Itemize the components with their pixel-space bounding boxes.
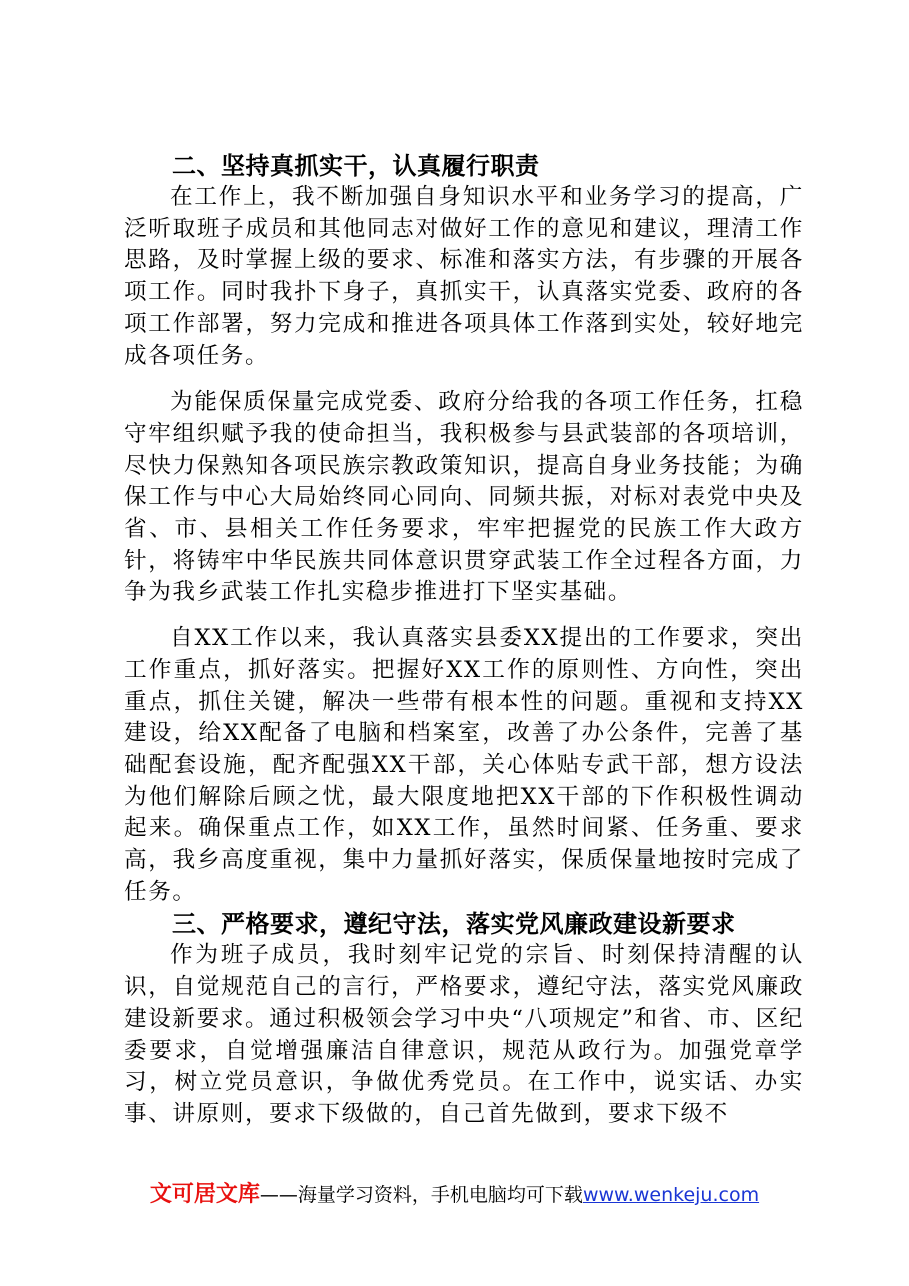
section-heading-3: 三、严格要求，遵纪守法，落实党风廉政建设新要求: [172, 910, 736, 939]
paragraph: 自XX工作以来，我认真落实县委XX提出的工作要求，突出工作重点，抓好落实。把握好XX工作的原则性、方向性，突出重点，抓住关键，解决一些带有根本性的问题。重视和支持XX建设，给XX配备了电脑和档案室，改善了办公条件，完善了基础配套设施，配齐配强XX干部，关心体贴专武干部，想方设法为他们解除后顾之忧，最大限度地把XX干部的下作积极性调动起来。确保重点工作，如XX工作，虽然时间紧、任务重、要求高，我乡高度重视，集中力量抓好落实，保质保量地按时完成了任务。: [124, 625, 804, 905]
footer-banner: [0, 1180, 909, 1210]
paragraph: 作为班子成员，我时刻牢记党的宗旨、时刻保持清醒的认识，自觉规范自己的言行，严格要求，遵纪守法，落实党风廉政建设新要求。通过积极领会学习中央“八项规定”和省、市、区纪委要求，自觉增强廉洁自律意识，规范从政行为。加强党章学习，树立党员意识，争做优秀党员。在工作中，说实话、办实事、讲原则，要求下级做的，自己首先做到，要求下级不: [124, 942, 804, 1127]
section-heading-2: 二、坚持真抓实干，认真履行职责: [172, 152, 540, 180]
brand-name: 文可居文库: [149, 1182, 260, 1207]
paragraph: 在工作上，我不断加强自身知识水平和业务学习的提高，广泛听取班子成员和其他同志对做好工作的意见和建议，理清工作思路，及时掌握上级的要求、标准和落实方法，有步骤的开展各项工作。同时我扑下身子，真抓实干，认真落实党委、政府的各项工作部署，努力完成和推进各项具体工作落到实处，较好地完成各项任务。: [124, 184, 804, 369]
document-body: [124, 150, 804, 1131]
footer-dash: ——: [259, 1184, 298, 1206]
paragraph: 为能保质保量完成党委、政府分给我的各项工作任务，扛稳守牢组织赋予我的使命担当，我积极参与县武装部的各项培训，尽快力保熟知各项民族宗教政策知识，提高自身业务技能；为确保工作与中心大局始终同心同向、同频共振，对标对表党中央及省、市、县相关工作任务要求，牢牢把握党的民族工作大政方针，将铸牢中华民族共同体意识贯穿武装工作全过程各方面，力争为我乡武装工作扎实稳步推进打下坚实基础。: [124, 389, 804, 606]
footer-slogan: 海量学习资料，手机电脑均可下载: [297, 1184, 583, 1206]
website-link[interactable]: www.wenkeju.com: [582, 1184, 760, 1206]
